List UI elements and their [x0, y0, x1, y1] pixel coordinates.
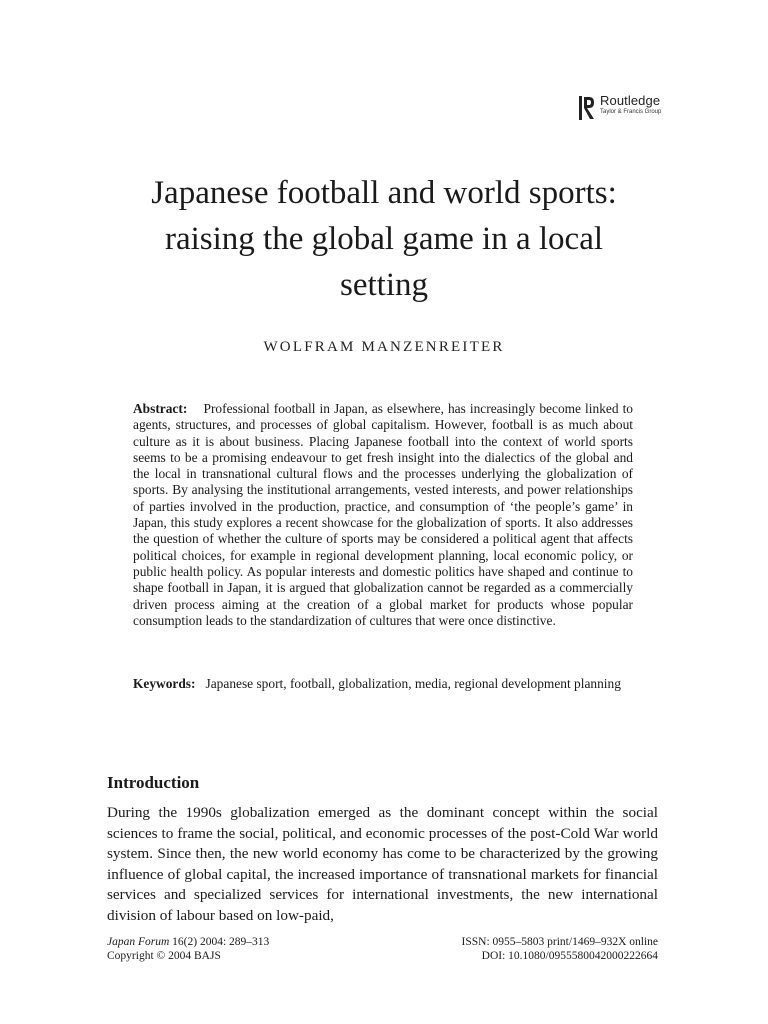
journal-citation: 16(2) 2004: 289–313 — [172, 936, 270, 948]
title-line: Japanese football and world sports: — [151, 175, 617, 211]
routledge-r-icon — [579, 94, 595, 122]
journal-name: Japan Forum — [107, 936, 170, 948]
keywords — [133, 676, 633, 692]
keywords-text: Japanese sport, football, globalization, media, regional development planning — [205, 676, 621, 691]
publisher-logo — [579, 94, 661, 122]
publisher-name: Routledge — [600, 93, 661, 108]
footer-citation — [107, 935, 269, 963]
title-line: setting — [340, 267, 428, 303]
doi: DOI: 10.1080/0955580042000222664 — [481, 950, 658, 962]
publisher-group: Taylor & Francis Group — [600, 109, 662, 115]
article-title — [100, 170, 668, 308]
title-line: raising the global game in a local — [164, 221, 604, 257]
issn: ISSN: 0955–5803 print/1469–932X online — [461, 936, 658, 948]
section-heading-introduction: Introduction — [107, 773, 200, 792]
footer-identifiers — [462, 935, 658, 963]
author-name: WOLFRAM MANZENREITER — [263, 339, 505, 355]
copyright: Copyright © 2004 BAJS — [107, 950, 221, 962]
introduction-body: During the 1990s globalization emerged as the dominant concept within the social sciences to frame the social, political, and economic processes of the post-Cold War world system. Since then, the new world economy has come to be characterized by the growing influence of global capital, the increased importance of transnational markets for financial services and specialized services for international investments, the new international division of labour based on low-paid, — [107, 804, 658, 924]
abstract — [133, 401, 633, 629]
abstract-text: Professional football in Japan, as elsewhere, has increasingly become linked to agents, structures, and processes of global capitalism. However, football is as much about culture as it is about business. Placing Japanese football into the context of world sports seems to be a promising endeavour to get fresh insight into the dialectics of the global and the local in transnational cultural flows and the processes underlying the globalization of sports. By analysing the institutional arrangements, vested interests, and power relationships of parties involved in the production, practice, and consumption of ‘the people’s game’ in Japan, this study explores a recent showcase for the globalization of sports. It also addresses the question of whether the culture of sports may be considered a political agent that affects political choices, for example in regional development planning, local economic policy, or public health policy. As popular interests and domestic politics have shaped and continue to shape football in Japan, it is argued that globalization cannot be regarded as a commercially driven process aiming at the creation of a global market for products whose popular consumption leads to the standardization of cultures that were once distinctive. — [133, 401, 633, 628]
abstract-label: Abstract: — [133, 401, 188, 416]
keywords-label: Keywords: — [133, 676, 196, 691]
